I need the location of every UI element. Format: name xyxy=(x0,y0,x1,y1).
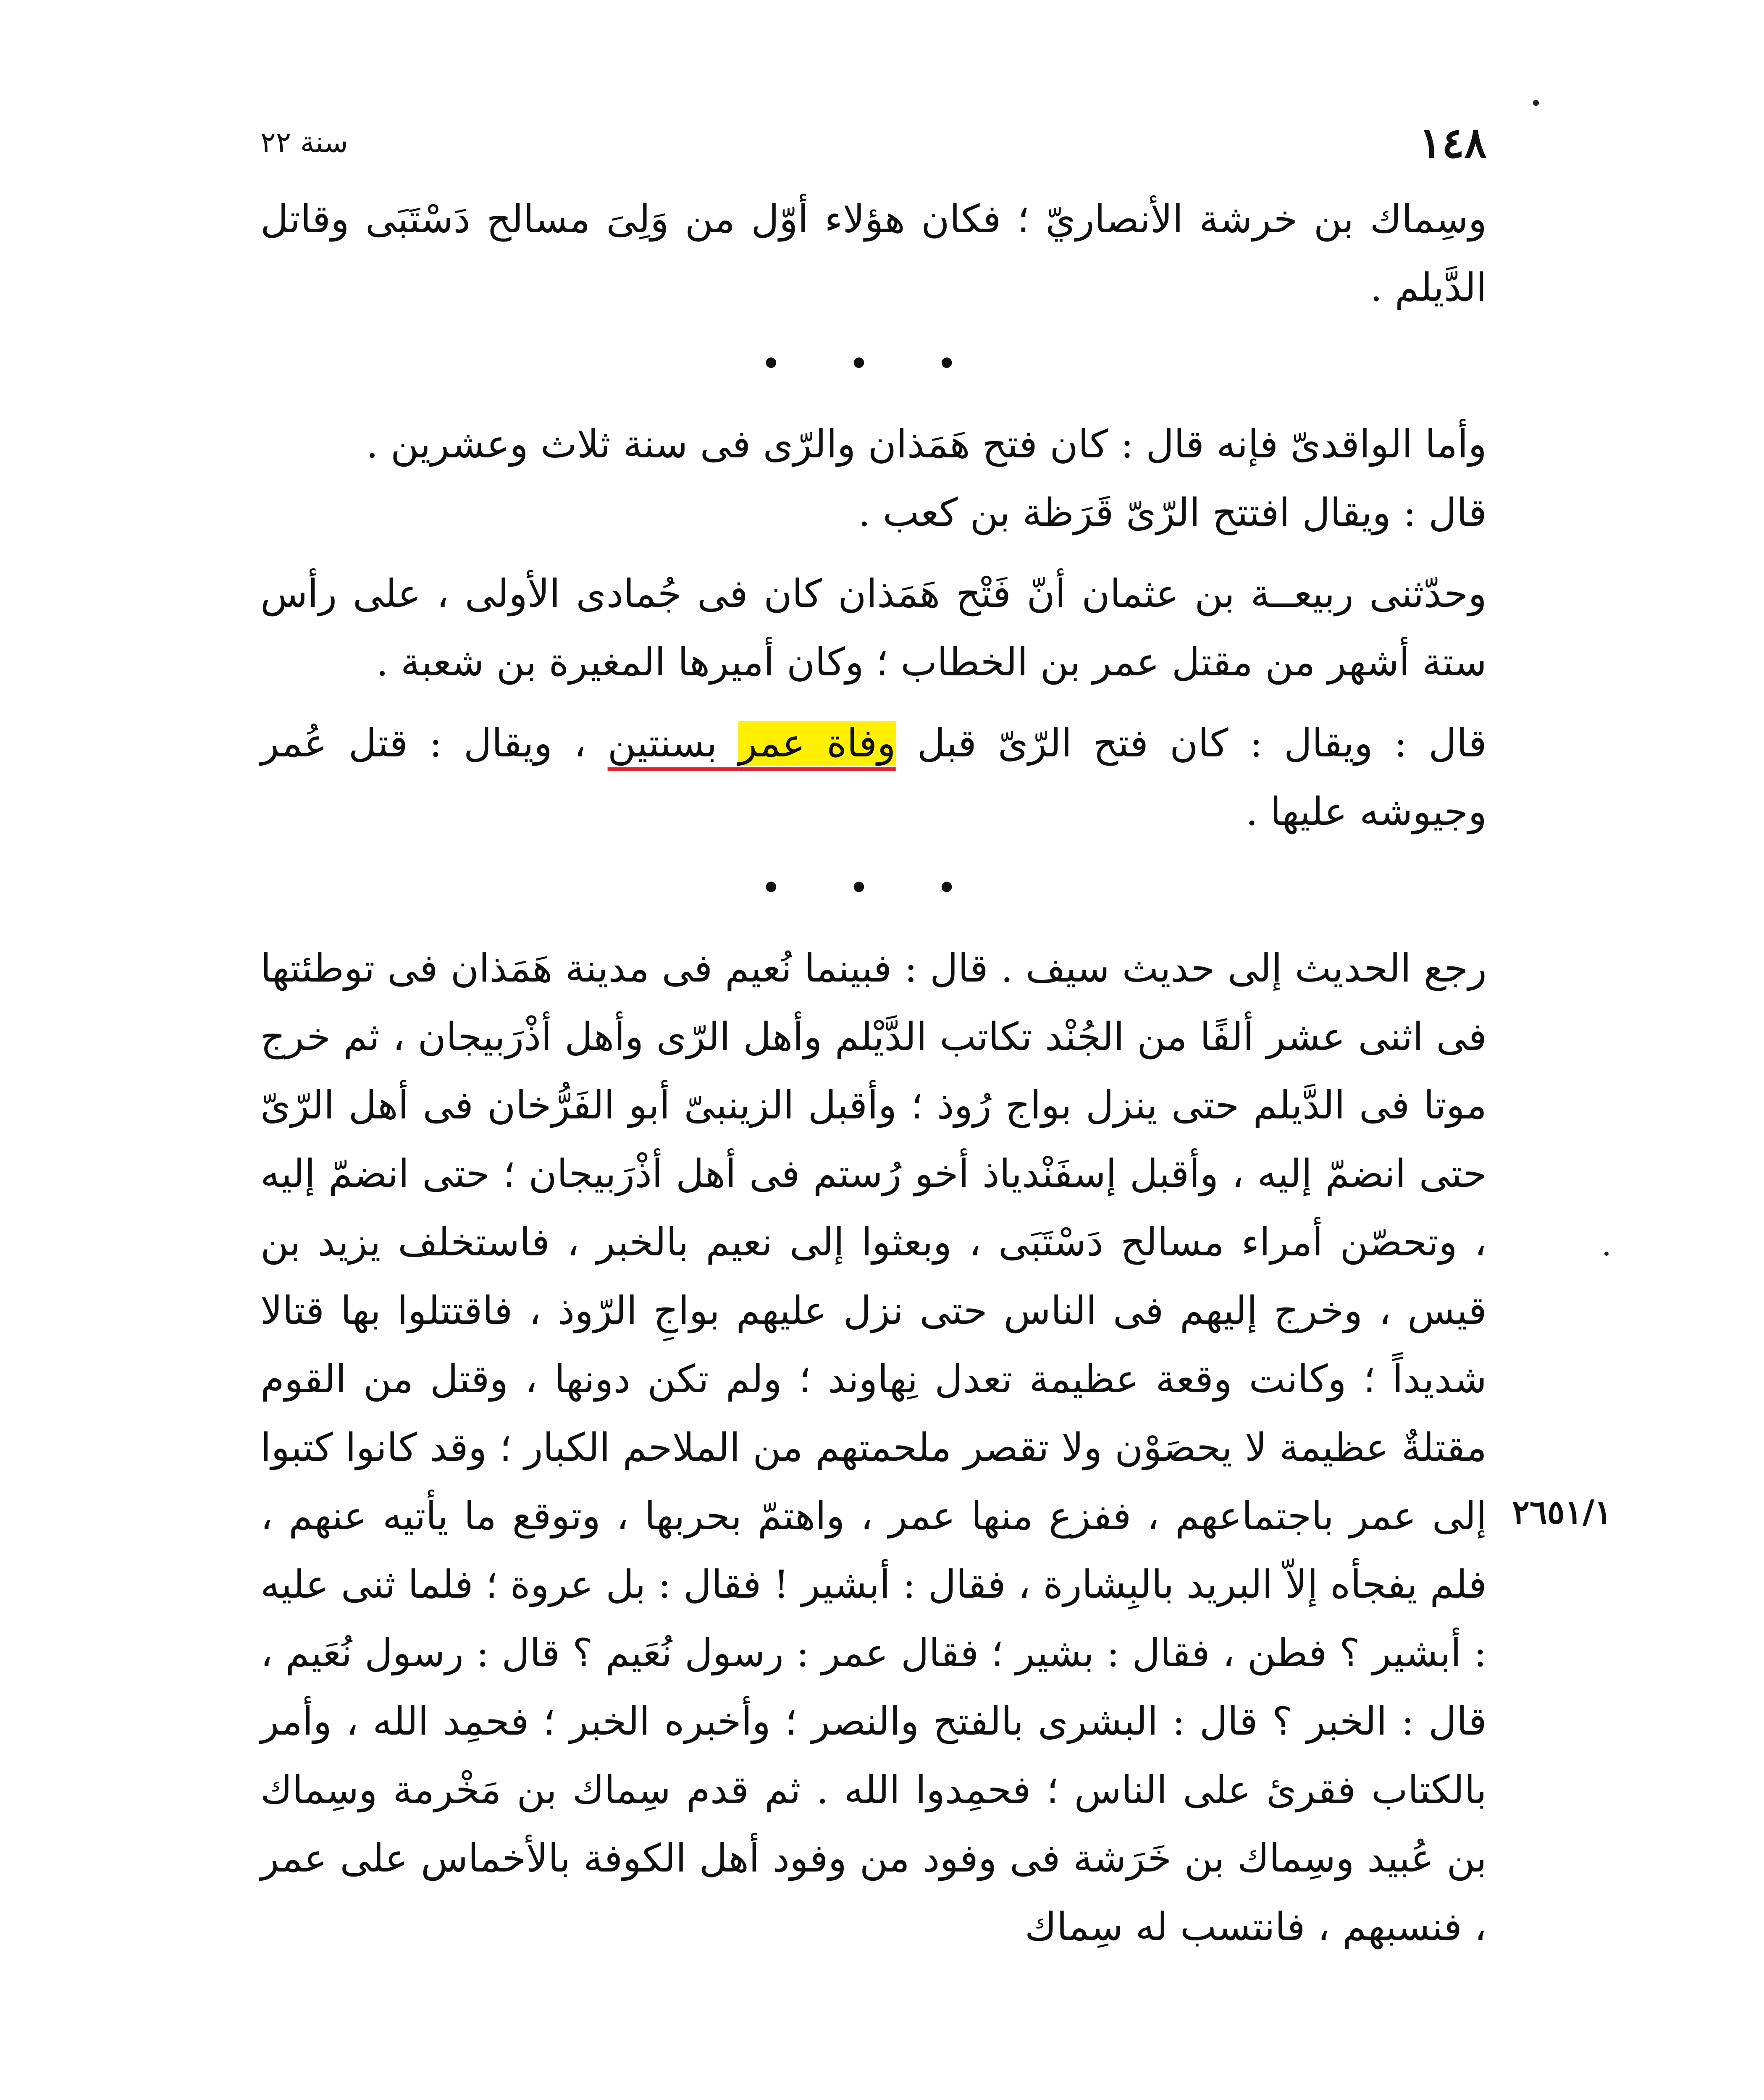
paragraph-1: وسِماك بن خرشة الأنصاريّ ؛ فكان هؤلاء أوّل من وَلِىَ مسالح دَسْتَبَى وقاتل الدَّيلم . xyxy=(260,197,1487,310)
underlined-phrase xyxy=(608,721,896,766)
paragraph-2: وأما الواقدىّ فإنه قال : كان فتح هَمَذان والرّى فى سنة ثلاث وعشرين . xyxy=(366,422,1487,467)
section-divider: • • • xyxy=(761,346,986,381)
paragraph-5-tail: ، ويقال : قتل عُمر وجيوشه عليها . xyxy=(260,721,1487,834)
paragraph-6: رجع الحديث إلى حديث سيف . قال : فبينما نُعيم فى مدينة هَمَذان فى توطئتها فى اثنى عشر ألفًا من الجُنْد تكاتب الدَّيْلم وأهل الرّى وأهل أذْرَبيجان ، ثم خرج موتا فى الدَّيلم حتى ينزل بواج رُوذ ؛ وأقبل الزينبىّ أبو الفَرُّخان فى أهل الرّىّ حتى انضمّ إليه ، وأقبل إسفَنْدياذ أخو رُستم فى أهل أذْرَبيجان ؛ حتى انضمّ إليه ، وتحصّن أمراء مسالح دَسْتَبَى ، وبعثوا إلى نعيم بالخبر ، فاستخلف يزيد بن قيس ، وخرج إليهم فى الناس حتى نزل عليهم بواجِ الرّوذ ، فاقتتلوا بها قتالا شديداً ؛ وكانت وقعة عظيمة تعدل نِهاوند ؛ ولم تكن دونها ، وقتل من القوم مقتلةٌ عظيمة لا يحصَوْن ولا تقصر ملحمتهم من الملاحم الكبار ؛ وقد كانوا كتبوا إلى عمر باجتماعهم ، ففزع منها عمر ، واهتمّ بحربها ، وتوقع ما يأتيه عنهم ، فلم يفجأه إلاّ البريد بالبِشارة ، فقال : أبشير ! فقال : بل عروة ؛ فلما ثنى عليه : أبشير ؟ فطن ، فقال : بشير ؛ فقال عمر : رسول نُعَيم ؟ قال : رسول نُعَيم ، قال : الخبر ؟ قال : البشرى بالفتح والنصر ؛ وأخبره الخبر ؛ فحمِد الله ، وأمر بالكتاب فقرئ على الناس ؛ فحمِدوا الله . ثم قدم سِماك بن مَخْرمة وسِماك بن عُبيد وسِماك بن خَرَشة فى وفود من وفود أهل الكوفة بالأخماس على عمر ، فنسبهم ، فانتسب له سِماك xyxy=(260,946,1487,1949)
section-divider: • • • xyxy=(761,870,986,905)
highlighted-phrase: وفاة عمر xyxy=(738,721,896,766)
underlined-rest: بسنتين xyxy=(607,721,739,766)
paragraph-5 xyxy=(260,709,1487,846)
paragraph-3: قال : ويقال افتتح الرّىّ قَرَظة بن كعب . xyxy=(858,490,1487,535)
running-header: سنة ٢٢ xyxy=(260,126,348,159)
page-number: ١٤٨ xyxy=(1419,118,1487,168)
scan-speck xyxy=(1604,1252,1609,1256)
scan-speck xyxy=(1533,100,1539,106)
paragraph-5-lead: قال : ويقال : كان فتح الرّىّ قبل xyxy=(895,721,1487,766)
main-text xyxy=(260,185,1487,1961)
paragraph-4: وحدّثنى ربيعــة بن عثمان أنّ فَتْح هَمَذان كان فى جُمادى الأولى ، على رأس ستة أشهر من مقتل عمر بن الخطاب ؛ وكان أميرها المغيرة بن شعبة . xyxy=(260,571,1487,685)
page-header xyxy=(260,113,1487,172)
margin-reference: ٢٦٥١/١ xyxy=(1512,1493,1612,1531)
